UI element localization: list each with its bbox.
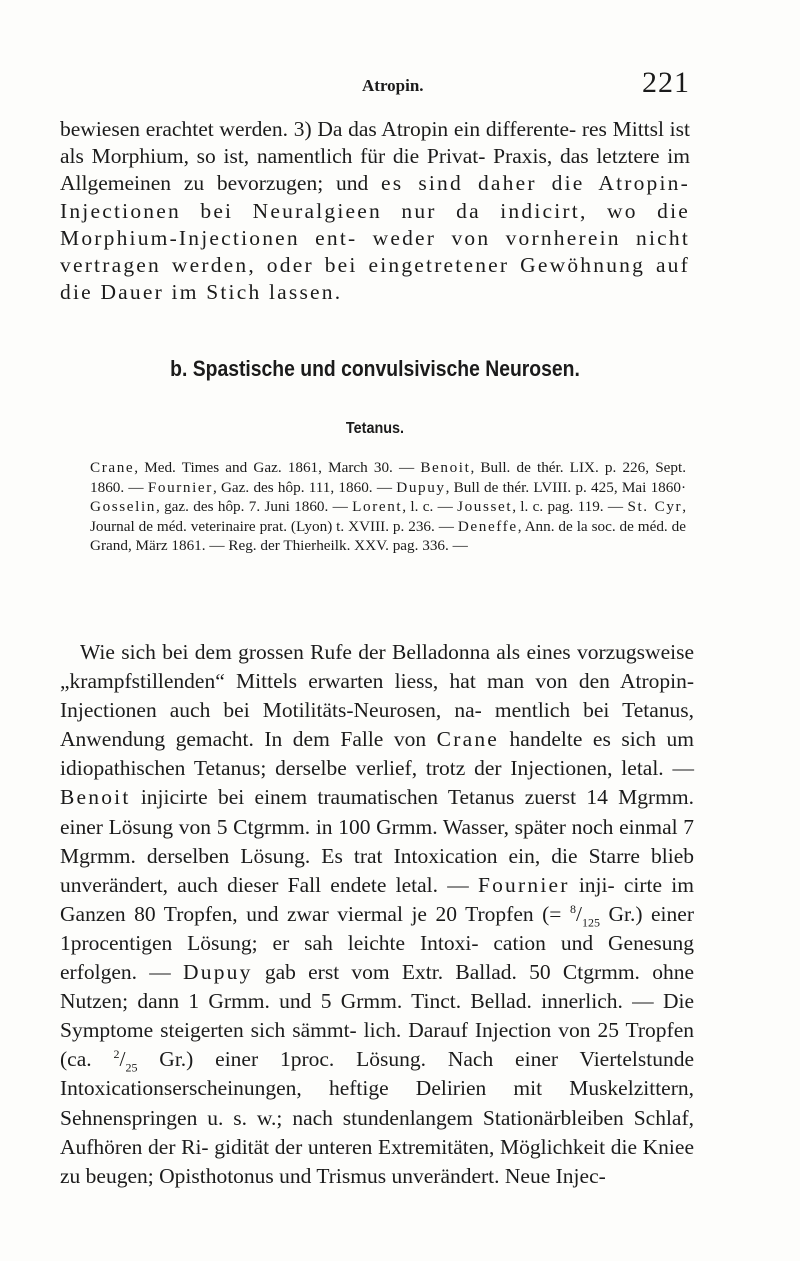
ref-citation: , l. c. — — [402, 498, 458, 516]
ref-citation: , Ann. de la soc. de méd. de Grand, März 1861. — Reg. der Thierheilk. XXV. pag. 336. — — [90, 517, 686, 555]
author-name: Benoit — [60, 785, 131, 810]
section-heading: b. Spastische und convulsivische Neurosen. — [170, 356, 580, 381]
main-text-segment: injicirte bei einem traumatischen Tetanus zuerst 14 Mgrmm. einer Lösung von 5 Ctgrmm. in 100 Grmm. Wasser, später noch einmal 7 Mgrmm. derselben Lösung. Es trat Intoxication ein, die Starre blieb unverändert, auch dieser Fall endete letal. — — [60, 785, 694, 897]
ref-citation: , Bull. de thér. LIX. p. 226, Sept. 1860. — — [90, 459, 686, 496]
ref-author: Deneffe — [457, 517, 518, 535]
author-name: Crane — [436, 727, 500, 752]
sub-heading: Tetanus. — [345, 420, 405, 437]
main-paragraph — [60, 638, 694, 1191]
intro-text: bewiesen erachtet werden. 3) Da das Atropin ein differente- res Mittsl ist als Morphium, so ist, namentlich für die Privat- Praxis, das letztere im Allgemeinen zu bevorzugen; und — [60, 117, 690, 196]
main-text-segment: Gr.) einer 1proc. Lösung. Nach einer Viertelstunde Intoxicationserscheinungen, heftige Delirien mit Muskelzittern, Sehnenspringen u. s. w.; nach stundenlangem Stationärbleiben Schlaf, Aufhören der Ri- gidität der unteren Extremitäten, Möglichkeit die Kniee zu beugen; Opisthotonus und Trismus unverändert. Neue Injec- — [60, 1047, 694, 1188]
main-text-segment: inji- cirte im Ganzen 80 Tropfen, und zwar viermal je 20 Tropfen (= — [60, 872, 694, 926]
ref-author: Dupuy — [396, 478, 446, 496]
fraction: $^2/_{25}$ — [113, 1047, 138, 1075]
ref-author: Gosselin — [90, 498, 156, 516]
ref-citation: , Journal de méd. veterinaire prat. (Lyon) t. XVIII. p. 236. — — [90, 498, 687, 535]
running-title: Atropin. — [362, 76, 424, 95]
ref-citation: , Med. Times and Gaz. 1861, March 30. — — [134, 459, 421, 476]
ref-citation: , l. c. pag. 119. — — [512, 498, 628, 516]
ref-citation: , Gaz. des hôp. 111, 1860. — — [212, 478, 397, 496]
fraction-denominator: 125 — [581, 915, 600, 930]
main-text-segment: Gr.) einer 1procentigen Lösung; er sah leichte Intoxi- cation und Genesung erfolgen. — — [60, 901, 694, 985]
main-text-segment: handelte es sich um idiopathischen Tetanus; derselbe verlief, trotz der Injectionen, letal. — — [60, 727, 694, 781]
fraction-numerator: 8 — [569, 901, 576, 916]
main-text-segment: Wie sich bei dem grossen Rufe der Belladonna als eines vorzugsweise „krampfstillenden“ Mittels erwarten liess, hat man von den Atropin-Injectionen auch bei Motilitäts-Neurosen, na- mentlich bei Tetanus, Anwendung gemacht. In dem Falle von — [60, 640, 694, 752]
page-number: 221 — [642, 66, 690, 99]
running-head — [60, 66, 690, 106]
author-name: Dupuy — [183, 960, 253, 985]
ref-author: St. Cyr — [627, 498, 683, 516]
main-text-segment: gab erst vom Extr. Ballad. 50 Ctgrmm. ohne Nutzen; dann 1 Grmm. und 5 Grmm. Tinct. Bellad. innerlich. — Die Symptome steigerten sich sämmt- lich. Darauf Injection von 25 Tropfen (ca. — [60, 960, 694, 1072]
fraction-denominator: 25 — [125, 1060, 138, 1075]
fraction: $^8/_{125}$ — [569, 901, 600, 930]
intro-paragraph — [60, 116, 690, 306]
intro-emphasis: es sind daher die Atropin-Injectionen bei Neuralgieen nur da indicirt, wo die Morphium-Injectionen ent- weder von vornherein nicht vertragen werden, oder bei eingetretener Gewöhnung auf die Dauer im Stich lassen. — [60, 171, 690, 305]
references-block — [90, 458, 686, 556]
ref-author: Lorent — [352, 498, 403, 516]
ref-author: Crane — [90, 459, 135, 476]
fraction-numerator: 2 — [113, 1047, 120, 1062]
ref-author: Fournier — [147, 478, 213, 496]
ref-citation: , Bull de thér. LVIII. p. 425, Mai 1860· — [445, 478, 686, 496]
ref-citation: , gaz. des hôp. 7. Juni 1860. — — [155, 498, 353, 516]
author-name: Fournier — [477, 872, 570, 897]
ref-author: Jousset — [457, 498, 513, 516]
ref-author: Benoit — [420, 459, 471, 476]
